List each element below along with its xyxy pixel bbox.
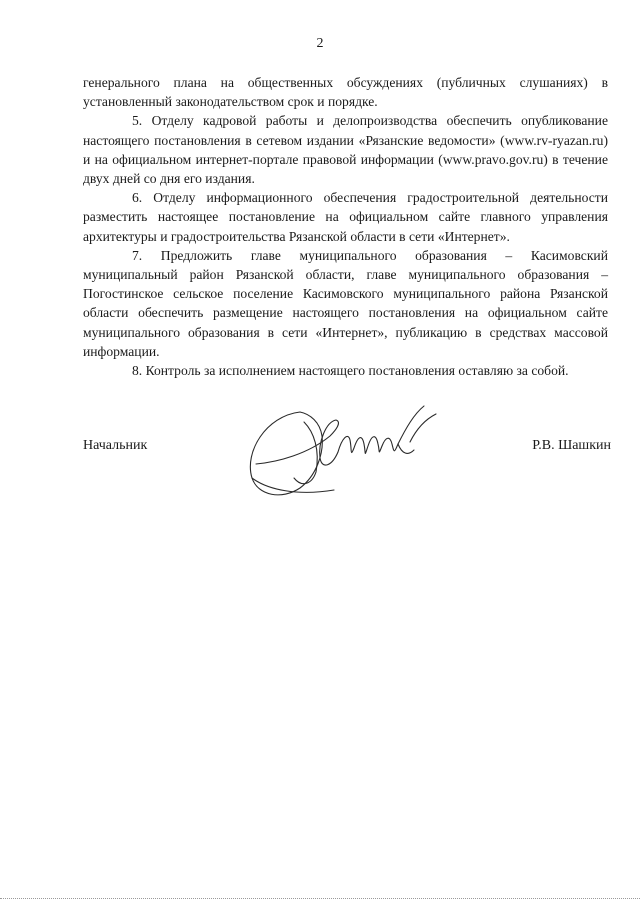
paragraph-continuation: генерального плана на общественных обсуждениях (публичных слушаниях) в установленный законодательством срок и порядке. — [83, 75, 608, 110]
paragraph-item-6: 6. Отделу информационного обеспечения градостроительной деятельности разместить настоящее постановление на официальном сайте главного управления архитектуры и градостроительства Рязанской области в сети «Интернет». — [83, 190, 608, 244]
signer-name: Р.В. Шашкин — [532, 438, 611, 453]
paragraph-item-5: 5. Отделу кадровой работы и делопроизводства обеспечить опубликование настоящего постановления в сетевом издании «Рязанские ведомости» (www.rv-ryazan.ru) и на официальном интернет-портале правовой информации (www.pravo.gov.ru) в течение двух дней со дня его издания. — [83, 113, 608, 187]
page-bottom-divider — [0, 898, 640, 899]
handwritten-signature — [238, 392, 456, 504]
document-body — [83, 73, 608, 380]
page-number: 2 — [316, 36, 324, 51]
paragraph-item-8: 8. Контроль за исполнением настоящего постановления оставляю за собой. — [132, 363, 569, 379]
paragraph-item-7: 7. Предложить главе муниципального образования – Касимовский муниципальный район Рязанской области, главе муниципального образования – Погостинское сельское поселение Касимовского муниципального района Рязанской области обеспечить размещение настоящего постановления на официальном сайте муниципального образования в сети «Интернет», публикацию в средствах массовой информации. — [83, 247, 608, 359]
signer-title: Начальник — [83, 438, 148, 453]
